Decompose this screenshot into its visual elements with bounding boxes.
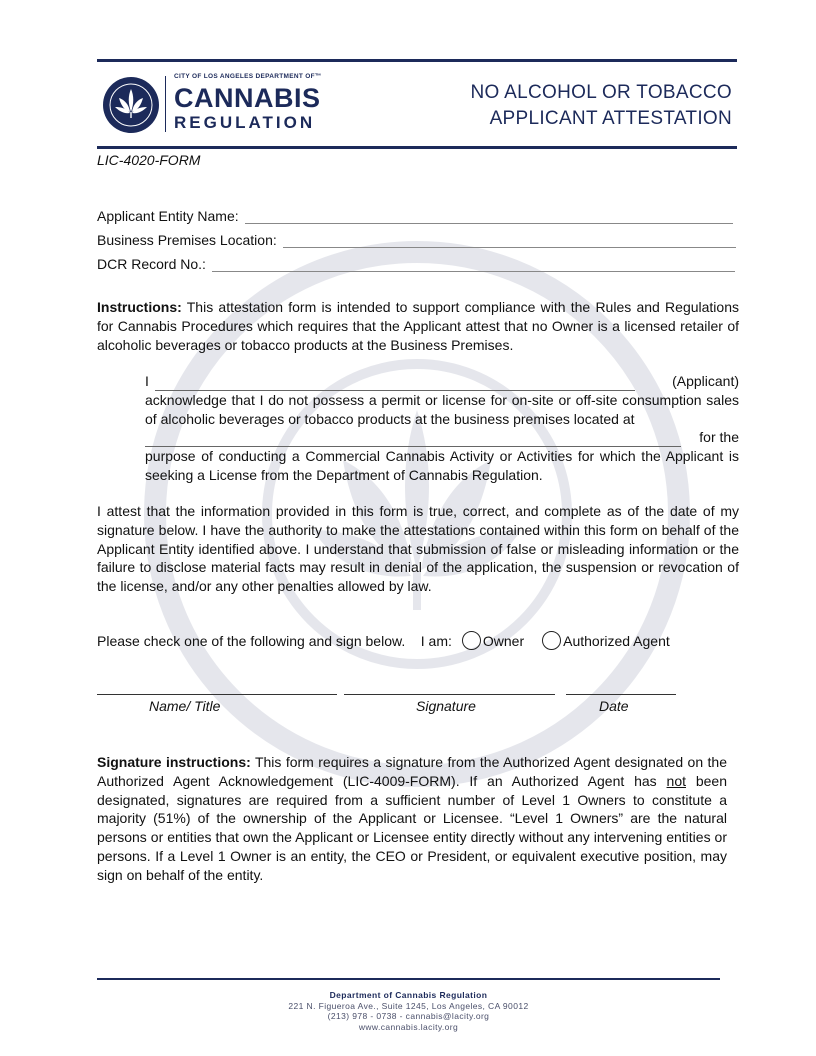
premises-input[interactable] xyxy=(283,235,736,248)
entity-name-input[interactable] xyxy=(245,211,733,224)
header-top-rule xyxy=(97,59,737,62)
signature-instructions xyxy=(97,753,727,885)
instructions-paragraph xyxy=(97,298,739,354)
attestation-line-location xyxy=(145,428,739,447)
title-line-1: NO ALCOHOL OR TOBACCO xyxy=(470,82,732,103)
footer-rule xyxy=(97,978,720,980)
applicant-name-input[interactable] xyxy=(155,376,635,391)
attestation-block xyxy=(145,372,739,485)
footer-address: 221 N. Figueroa Ave., Suite 1245, Los Angeles, CA 90012 xyxy=(288,1000,529,1011)
premises-address-input[interactable] xyxy=(145,432,681,447)
record-label: DCR Record No.: xyxy=(97,256,206,272)
name-title-label: Name/ Title xyxy=(149,698,221,714)
footer-dept: Department of Cannabis Regulation xyxy=(329,990,488,1000)
instructions-text: This attestation form is intended to support compliance with the Rules and Regulations for Cannabis Procedures which requires that the Applicant attest that no Owner is a licensed retailer of alcoholic beverages or tobacco products at the Business Premises. xyxy=(97,299,739,353)
attestation-body-2: purpose of conducting a Commercial Cannabis Activity or Activities for which the Applicant is seeking a License from the Department of Cannabis Regulation. xyxy=(145,448,739,483)
date-line[interactable] xyxy=(566,694,676,695)
page-title xyxy=(471,80,732,132)
record-input[interactable] xyxy=(212,259,735,272)
brand-sub: REGULATION xyxy=(174,113,316,132)
owner-radio[interactable] xyxy=(462,631,481,650)
role-selection xyxy=(97,631,670,650)
logo-divider xyxy=(165,76,166,132)
signature-line[interactable] xyxy=(344,694,555,695)
sig-instructions-text-2: been designated, signatures are required from a sufficient number of Level 1 Owners to constitute a majority (51%) of the ownership of the Applicant or Licensee. “Level 1 Owners” are the natural persons or entities that own the Applicant or Licensee entity directly without any intervening entities or persons. If a Level 1 Owner is an entity, the CEO or President, or equivalent executive position, may sign on behalf of the entity. xyxy=(97,772,727,883)
role-prompt: Please check one of the following and sign below. I am: xyxy=(97,632,452,649)
date-label: Date xyxy=(599,698,629,714)
attestation-line-1 xyxy=(145,372,739,391)
sig-instructions-not: not xyxy=(666,772,686,789)
attestation-body-1: acknowledge that I do not possess a permit or license for on-site or off-site consumption sales of alcoholic beverages or tobacco products at the business premises located at xyxy=(145,391,739,427)
entity-name-field xyxy=(97,208,733,224)
attestation-applicant: (Applicant) xyxy=(672,373,739,389)
header-bottom-rule xyxy=(97,146,737,149)
sig-instructions-text-1: This form requires a signature from the Authorized Agent designated on the Authorized Agent Acknowledgement (LIC-4009-FORM). If an Authorized Agent has xyxy=(97,754,727,789)
footer-website: www.cannabis.lacity.org xyxy=(358,1021,459,1032)
premises-field xyxy=(97,232,736,248)
agent-label: Authorized Agent xyxy=(563,632,670,649)
signature-label: Signature xyxy=(416,698,476,714)
owner-label: Owner xyxy=(482,632,525,649)
entity-name-label: Applicant Entity Name: xyxy=(97,208,239,224)
premises-label: Business Premises Location: xyxy=(97,232,277,248)
attestation-i: I xyxy=(145,373,149,389)
dcr-seal-logo xyxy=(102,76,160,134)
agent-radio[interactable] xyxy=(542,631,561,650)
certification-paragraph: I attest that the information provided in this form is true, correct, and complete as of the date of my signature below. I have the authority to make the attestations contained within this form on behalf of the Applicant Entity identified above. I understand that submission of false or misleading information or the failure to disclose material facts may result in denial of the application, the suspension or revocation of the license, and/or any other penalties allowed by law. xyxy=(97,503,739,595)
record-field xyxy=(97,256,735,272)
title-line-2: APPLICANT ATTESTATION xyxy=(489,108,732,129)
brand-main: CANNABIS xyxy=(174,83,321,113)
footer-contact: (213) 978 - 0738 - cannabis@lacity.org xyxy=(327,1011,490,1021)
form-number: LIC-4020-FORM xyxy=(97,152,201,168)
footer xyxy=(97,990,720,1032)
name-title-line[interactable] xyxy=(97,694,337,695)
instructions-heading: Instructions: xyxy=(97,299,182,315)
sig-instructions-heading: Signature instructions: xyxy=(97,754,251,770)
attestation-for: for the xyxy=(699,429,739,446)
agency-line: CITY OF LOS ANGELES DEPARTMENT OF™ xyxy=(174,73,322,80)
